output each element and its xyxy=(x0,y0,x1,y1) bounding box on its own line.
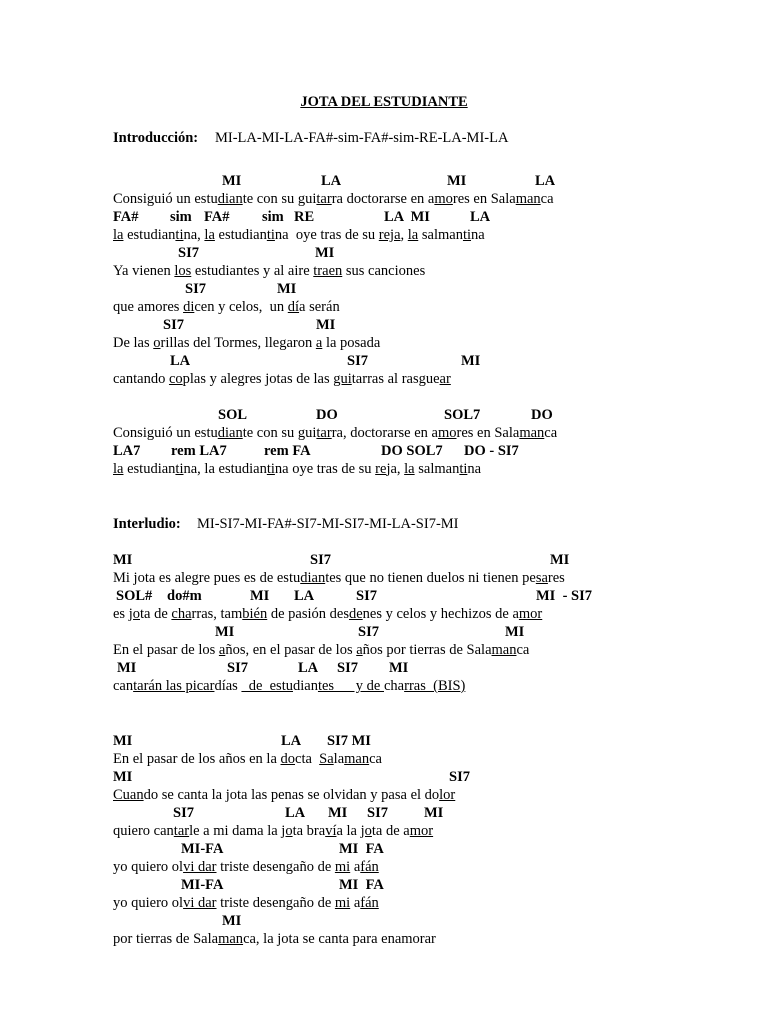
stressed-syllable: mi xyxy=(334,895,351,911)
lyric-text: ta de xyxy=(140,606,172,622)
lyric-line xyxy=(113,263,425,280)
chord: SI7 xyxy=(358,624,379,640)
chord: do#m xyxy=(167,588,202,604)
chord: FA# xyxy=(113,209,139,225)
lyric-text: sus canciones xyxy=(342,263,426,279)
stressed-syllable: mo xyxy=(437,425,457,441)
stressed-syllable: ví xyxy=(325,823,337,839)
lyric-text: na oye tras de su xyxy=(274,227,379,243)
chord: SI7 xyxy=(227,660,248,676)
lyric-text: ca xyxy=(516,642,530,658)
chord: SI7 xyxy=(173,805,194,821)
lyric-line xyxy=(113,299,340,316)
chord: rem FA xyxy=(264,443,311,459)
intro-chords: MI-LA-MI-LA-FA#-sim-FA#-sim-RE-LA-MI-LA xyxy=(215,130,509,146)
intro-line xyxy=(113,130,508,147)
stressed-syllable: sa xyxy=(535,570,548,586)
chord: MI xyxy=(505,624,525,640)
lyric-text: quiero can xyxy=(113,823,174,839)
lyric-text: yo quiero ol xyxy=(113,895,184,911)
chord: SI7 xyxy=(163,317,184,333)
stressed-syllable: ti xyxy=(175,461,184,477)
chord: FA# xyxy=(204,209,230,225)
lyric-text: De las xyxy=(113,335,154,351)
chord: sim xyxy=(170,209,192,225)
stressed-syllable: ti xyxy=(266,461,275,477)
stressed-syllable: la xyxy=(113,227,124,243)
stressed-syllable: bién xyxy=(242,606,268,622)
chord: MI xyxy=(277,281,297,297)
stressed-syllable: vi dar xyxy=(183,895,217,911)
lyric-text: ños, en el pasar de los xyxy=(225,642,357,658)
chord: sim xyxy=(262,209,284,225)
lyric-text: can xyxy=(113,678,134,694)
stressed-syllable: mo xyxy=(434,191,453,207)
stressed-syllable: man xyxy=(218,931,244,947)
stressed-syllable: a xyxy=(356,642,363,658)
chord: LA xyxy=(470,209,491,225)
chord: DO - SI7 xyxy=(464,443,519,459)
lyric-text: a xyxy=(350,859,361,875)
stressed-syllable: cha xyxy=(171,606,192,622)
lyric-line xyxy=(113,335,380,352)
chord: LA xyxy=(294,588,315,604)
lyric-text: Consiguió un estu xyxy=(113,191,218,207)
stressed-syllable: mi xyxy=(334,859,351,875)
stressed-syllable: a xyxy=(218,642,226,658)
lyric-text: por tierras de Sala xyxy=(113,931,219,947)
chord: LA MI xyxy=(384,209,430,225)
chord: SOL# xyxy=(116,588,153,604)
lyric-text: ca xyxy=(540,191,554,207)
chord: MI xyxy=(389,660,409,676)
lyric-text: ca, la jota se canta para enamorar xyxy=(243,931,436,947)
chord: MI xyxy=(447,173,467,189)
lyric-text: ta de a xyxy=(371,823,410,839)
stressed-syllable: tar xyxy=(316,425,332,441)
stressed-syllable: de estu xyxy=(241,678,293,694)
chord: SI7 xyxy=(178,245,199,261)
lyric-text: cantando xyxy=(113,371,169,387)
lyric-text: Ya vienen xyxy=(113,263,175,279)
lyric-text: En el pasar de los años en la xyxy=(113,751,281,767)
lyric-line xyxy=(113,227,485,244)
stressed-syllable: tar xyxy=(173,823,190,839)
stressed-syllable: man xyxy=(344,751,370,767)
lyric-text: ra doctorarse en a xyxy=(331,191,435,207)
lyric-text: la xyxy=(333,751,345,767)
lyric-line xyxy=(113,823,433,840)
stressed-syllable: los xyxy=(174,263,192,279)
lyric-text: na xyxy=(471,227,485,243)
lyric-text: na, la estudian xyxy=(183,461,267,477)
lyric-text: do se canta la jota las penas se olvidan y pasa el do xyxy=(143,787,440,803)
lyric-text: res en Sala xyxy=(452,191,516,207)
chord: LA xyxy=(535,173,556,189)
chord: MI-FA xyxy=(181,841,224,857)
chord: rem LA7 xyxy=(171,443,227,459)
chord: LA7 xyxy=(113,443,141,459)
chord: LA xyxy=(321,173,342,189)
interludio-chords: MI-SI7-MI-FA#-SI7-MI-SI7-MI-LA-SI7-MI xyxy=(197,516,459,532)
stressed-syllable: co xyxy=(168,371,183,387)
lyric-text: estudiantes y al aire xyxy=(191,263,314,279)
chord: LA xyxy=(285,805,306,821)
lyric-text: na, xyxy=(183,227,205,243)
stressed-syllable: o xyxy=(153,335,161,351)
chord: MI xyxy=(550,552,570,568)
stressed-syllable: man xyxy=(515,191,541,207)
lyric-line xyxy=(113,787,455,804)
lyric-text: triste desengaño de xyxy=(216,859,335,875)
stressed-syllable: ti xyxy=(459,461,468,477)
chord: MI-FA xyxy=(181,877,224,893)
lyric-text: a la xyxy=(336,823,361,839)
lyric-text: cen y celos, un xyxy=(194,299,288,315)
lyric-text: estudian xyxy=(214,227,267,243)
stressed-syllable: dian xyxy=(217,425,243,441)
lyric-line xyxy=(113,570,565,587)
stressed-syllable: tar xyxy=(316,191,332,207)
lyric-text: le a mi dama la xyxy=(189,823,282,839)
chord: MI xyxy=(113,552,133,568)
lyric-line xyxy=(113,678,465,695)
lyric-text: dian xyxy=(292,678,318,694)
chord: SI7 MI xyxy=(327,733,371,749)
lyric-line xyxy=(113,895,379,912)
chord: MI xyxy=(316,317,336,333)
stressed-syllable: ti xyxy=(462,227,472,243)
chord: SI7 xyxy=(367,805,388,821)
lyric-text: res xyxy=(547,570,565,586)
chord: MI FA xyxy=(339,841,384,857)
stressed-syllable: dian xyxy=(300,570,326,586)
chord: SI7 xyxy=(185,281,206,297)
stressed-syllable: traen xyxy=(313,263,343,279)
lyric-text: na oye tras de su xyxy=(274,461,376,477)
chord: SOL7 xyxy=(444,407,481,423)
chord: RE xyxy=(294,209,315,225)
chord: MI xyxy=(215,624,235,640)
chord: LA xyxy=(298,660,319,676)
stressed-syllable: dian xyxy=(217,191,243,207)
lyric-text: a xyxy=(350,895,361,911)
lyric-text: te con su gui xyxy=(242,191,317,207)
lyric-text: triste desengaño de xyxy=(216,895,335,911)
lyric-text: a serán xyxy=(299,299,340,315)
chord: MI xyxy=(315,245,335,261)
chord: LA xyxy=(281,733,302,749)
chord: DO xyxy=(316,407,338,423)
stressed-syllable: a xyxy=(315,335,323,351)
lyric-line xyxy=(113,425,557,442)
lyric-text: de pasión des xyxy=(267,606,349,622)
chord: SI7 xyxy=(356,588,377,604)
stressed-syllable: tes y de xyxy=(317,678,384,694)
chord: MI xyxy=(117,660,137,676)
lyric-text: ta bra xyxy=(292,823,326,839)
lyric-line xyxy=(113,191,554,208)
lyric-line xyxy=(113,931,436,948)
chord: DO SOL7 xyxy=(381,443,443,459)
lyric-text: ca xyxy=(544,425,558,441)
lyric-text: na xyxy=(467,461,482,477)
lyric-line xyxy=(113,859,379,876)
stressed-syllable: ti xyxy=(266,227,275,243)
stressed-syllable: jo xyxy=(128,606,140,622)
stressed-syllable: jo xyxy=(360,823,372,839)
stressed-syllable: ar xyxy=(439,371,451,387)
chord: SI7 xyxy=(449,769,470,785)
stressed-syllable: do xyxy=(280,751,296,767)
stressed-syllable: ti xyxy=(175,227,184,243)
chord: SOL xyxy=(218,407,248,423)
stressed-syllable: vi dar xyxy=(183,859,217,875)
lyric-line xyxy=(113,642,529,659)
lyric-text: cta xyxy=(295,751,320,767)
interludio-line xyxy=(113,516,459,533)
lyric-text: Mi jota es alegre pues es de estu xyxy=(113,570,301,586)
lyric-text: yo quiero ol xyxy=(113,859,184,875)
lyric-text: ra, doctorarse en a xyxy=(331,425,438,441)
lyric-text: , xyxy=(400,227,408,243)
chord: SI7 xyxy=(337,660,358,676)
chord: LA xyxy=(170,353,191,369)
stressed-syllable: la xyxy=(404,461,415,477)
stressed-syllable: dí xyxy=(287,299,300,315)
lyric-line xyxy=(113,461,481,478)
lyric-text: ños por tierras de Sala xyxy=(362,642,492,658)
chord: MI xyxy=(424,805,444,821)
lyric-text: días xyxy=(214,678,242,694)
stressed-syllable: Cuan xyxy=(113,787,144,803)
chord: DO xyxy=(531,407,553,423)
stressed-syllable: di xyxy=(183,299,195,315)
lyric-text: la posada xyxy=(322,335,381,351)
lyric-text: cha xyxy=(384,678,405,694)
chord: MI FA xyxy=(339,877,384,893)
lyric-text: te con su gui xyxy=(242,425,317,441)
stressed-syllable: tarán las picar xyxy=(133,678,215,694)
lyric-text: que amores xyxy=(113,299,184,315)
lyric-line xyxy=(113,371,451,388)
chord: MI xyxy=(113,769,133,785)
chord: MI xyxy=(222,173,242,189)
lyric-line xyxy=(113,606,542,623)
stressed-syllable: reja xyxy=(378,227,401,243)
lyric-text: ca xyxy=(369,751,382,767)
stressed-syllable: man xyxy=(519,425,545,441)
lyric-text: es xyxy=(113,606,129,622)
stressed-syllable: gui xyxy=(333,371,352,387)
lyric-text: plas y alegres jotas de las xyxy=(182,371,334,387)
stressed-syllable: jo xyxy=(281,823,293,839)
lyric-text: En el pasar de los xyxy=(113,642,219,658)
lyric-text: salman xyxy=(418,227,463,243)
lyric-text: tarras al rasgue xyxy=(351,371,440,387)
stressed-syllable: mor xyxy=(518,606,543,622)
chord: MI xyxy=(461,353,481,369)
chord: MI xyxy=(250,588,270,604)
lyric-text: rillas del Tormes, llegaron xyxy=(160,335,316,351)
lyric-text: estudian xyxy=(123,227,176,243)
stressed-syllable: fán xyxy=(360,859,379,875)
lyric-text: estudian xyxy=(123,461,176,477)
lyric-text: Consiguió un estu xyxy=(113,425,218,441)
lyric-text: ja, xyxy=(386,461,405,477)
chord: MI xyxy=(113,733,133,749)
stressed-syllable: mor xyxy=(409,823,434,839)
chord: MI - SI7 xyxy=(536,588,592,604)
lyric-text: nes y celos y hechizos de a xyxy=(362,606,519,622)
song-title: JOTA DEL ESTUDIANTE xyxy=(300,94,468,110)
stressed-syllable: Sa xyxy=(319,751,334,767)
lyric-text: tes que no tienen duelos ni tienen pe xyxy=(325,570,536,586)
stressed-syllable: de xyxy=(348,606,363,622)
lyric-text: rras, tam xyxy=(191,606,243,622)
stressed-syllable: la xyxy=(113,461,124,477)
stressed-syllable: man xyxy=(491,642,517,658)
lyric-text: salman xyxy=(414,461,460,477)
lyric-text: res en Sala xyxy=(456,425,520,441)
chord: MI xyxy=(222,913,242,929)
intro-label: Introducción: xyxy=(113,130,199,146)
interludio-label: Interludio: xyxy=(113,516,181,532)
chord: MI xyxy=(328,805,348,821)
stressed-syllable: la xyxy=(407,227,419,243)
lyric-line xyxy=(113,751,382,768)
stressed-syllable: rras (BIS) xyxy=(404,678,466,694)
chord: SI7 xyxy=(310,552,331,568)
chord: SI7 xyxy=(347,353,368,369)
stressed-syllable: la xyxy=(204,227,215,243)
stressed-syllable: lor xyxy=(439,787,456,803)
stressed-syllable: re xyxy=(375,461,387,477)
stressed-syllable: fán xyxy=(360,895,379,911)
